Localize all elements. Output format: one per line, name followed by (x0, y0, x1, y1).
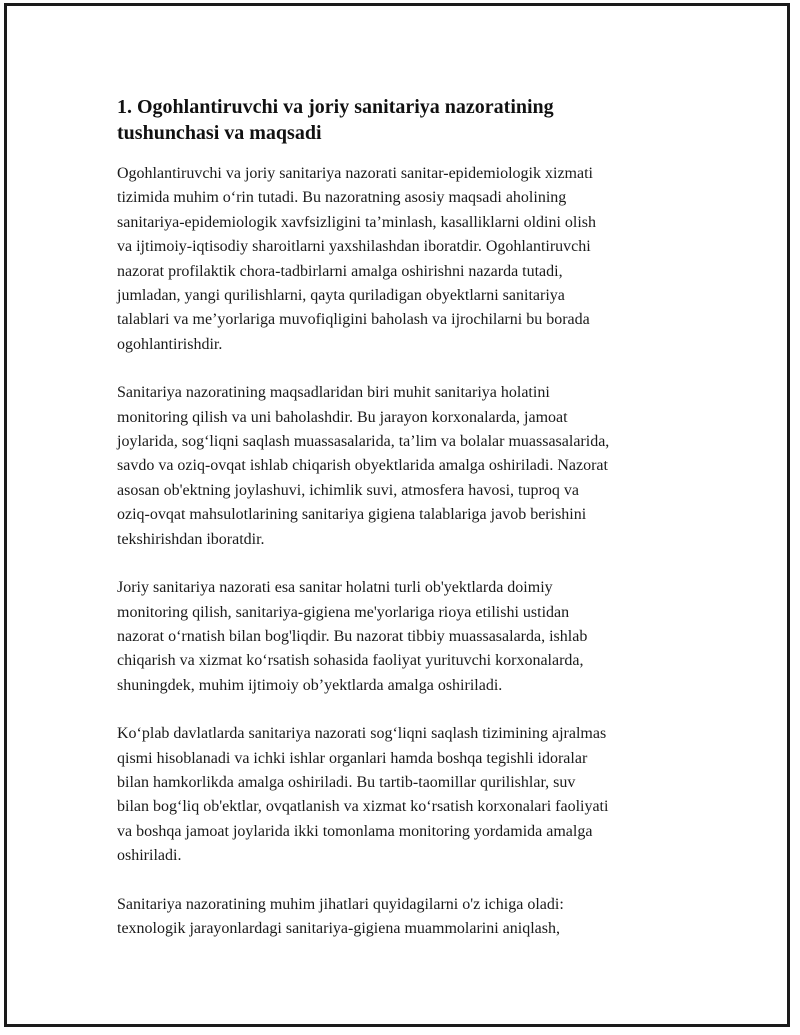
text-line: tekshirishdan iboratdir. (117, 530, 265, 548)
text-line: Ko‘plab davlatlarda sanitariya nazorati sog‘liqni saqlash tizimining ajralmas (117, 725, 607, 743)
text-line: jumladan, yangi qurilishlarni, qayta quriladigan obyektlarni sanitariya (117, 287, 565, 305)
text-line: asosan ob'ektning joylashuvi, ichimlik suvi, atmosfera havosi, tuproq va (117, 481, 579, 499)
text-line: qismi hisoblanadi va ichki ishlar organlari hamda boshqa tegishli idoralar (117, 749, 588, 767)
paragraph-international (117, 722, 707, 868)
paragraph-intro (117, 162, 707, 357)
text-line: nazorat o‘rnatish bilan bog'liqdir. Bu nazorat tibbiy muassasalarda, ishlab (117, 627, 588, 645)
text-line: oziq-ovqat mahsulotlarining sanitariya gigiena talablariga javob berishini (117, 506, 587, 524)
text-line: oshiriladi. (117, 847, 182, 865)
text-line: va ijtimoiy-iqtisodiy sharoitlarni yaxshilashdan iboratdir. Ogohlantiruvchi (117, 238, 591, 256)
text-line: nazorat profilaktik chora-tadbirlarni amalga oshirishni nazarda tutadi, (117, 262, 563, 280)
heading-line: tushunchasi va maqsadi (117, 122, 322, 144)
paragraph-goals (117, 381, 707, 552)
text-line: monitoring qilish va uni baholashdir. Bu jarayon korxonalarda, jamoat (117, 408, 568, 426)
text-line: shuningdek, muhim ijtimoiy ob’yektlarda amalga oshiriladi. (117, 676, 503, 694)
text-line: bilan hamkorlikda amalga oshiriladi. Bu tartib-taomillar qurilishlar, suv (117, 773, 576, 791)
section-heading (117, 94, 707, 146)
heading-line: 1. Ogohlantiruvchi va joriy sanitariya nazoratining (117, 96, 554, 118)
text-line: va boshqa jamoat joylarida ikki tomonlama monitoring yordamida amalga (117, 822, 593, 840)
text-line: tizimida muhim o‘rin tutadi. Bu nazoratning asosiy maqsadi aholining (117, 189, 567, 207)
text-line: bilan bog‘liq ob'ektlar, ovqatlanish va xizmat ko‘rsatish korxonalari faoliyati (117, 798, 609, 816)
text-line: sanitariya-epidemiologik xavfsizligini ta’minlash, kasalliklarni oldini olish (117, 213, 597, 231)
document-body (117, 94, 707, 965)
text-line: Ogohlantiruvchi va joriy sanitariya nazorati sanitar-epidemiologik xizmati (117, 165, 593, 182)
text-line: Joriy sanitariya nazorati esa sanitar holatni turli ob'yektlarda doimiy (117, 579, 553, 597)
text-line: Sanitariya nazoratining muhim jihatlari quyidagilarni o'z ichiga oladi: (117, 895, 564, 913)
text-line: savdo va oziq-ovqat ishlab chiqarish obyektlarida amalga oshiriladi. Nazorat (117, 457, 608, 475)
text-line: monitoring qilish, sanitariya-gigiena me'yorlariga rioya etilishi ustidan (117, 603, 570, 621)
paragraph-aspects (117, 893, 707, 942)
text-line: chiqarish va xizmat ko‘rsatish sohasida faoliyat yurituvchi korxonalarda, (117, 652, 584, 670)
paragraph-current-control (117, 576, 707, 698)
text-line: Sanitariya nazoratining maqsadlaridan biri muhit sanitariya holatini (117, 384, 550, 402)
text-line: texnologik jarayonlardagi sanitariya-gigiena muammolarini aniqlash, (117, 919, 560, 937)
text-line: ogohlantirishdir. (117, 335, 223, 353)
text-line: talablari va me’yorlariga muvofiqligini baholash va ijrochilarni bu borada (117, 311, 590, 329)
text-line: joylarida, sog‘liqni saqlash muassasalarida, ta’lim va bolalar muassasalarida, (117, 433, 610, 451)
